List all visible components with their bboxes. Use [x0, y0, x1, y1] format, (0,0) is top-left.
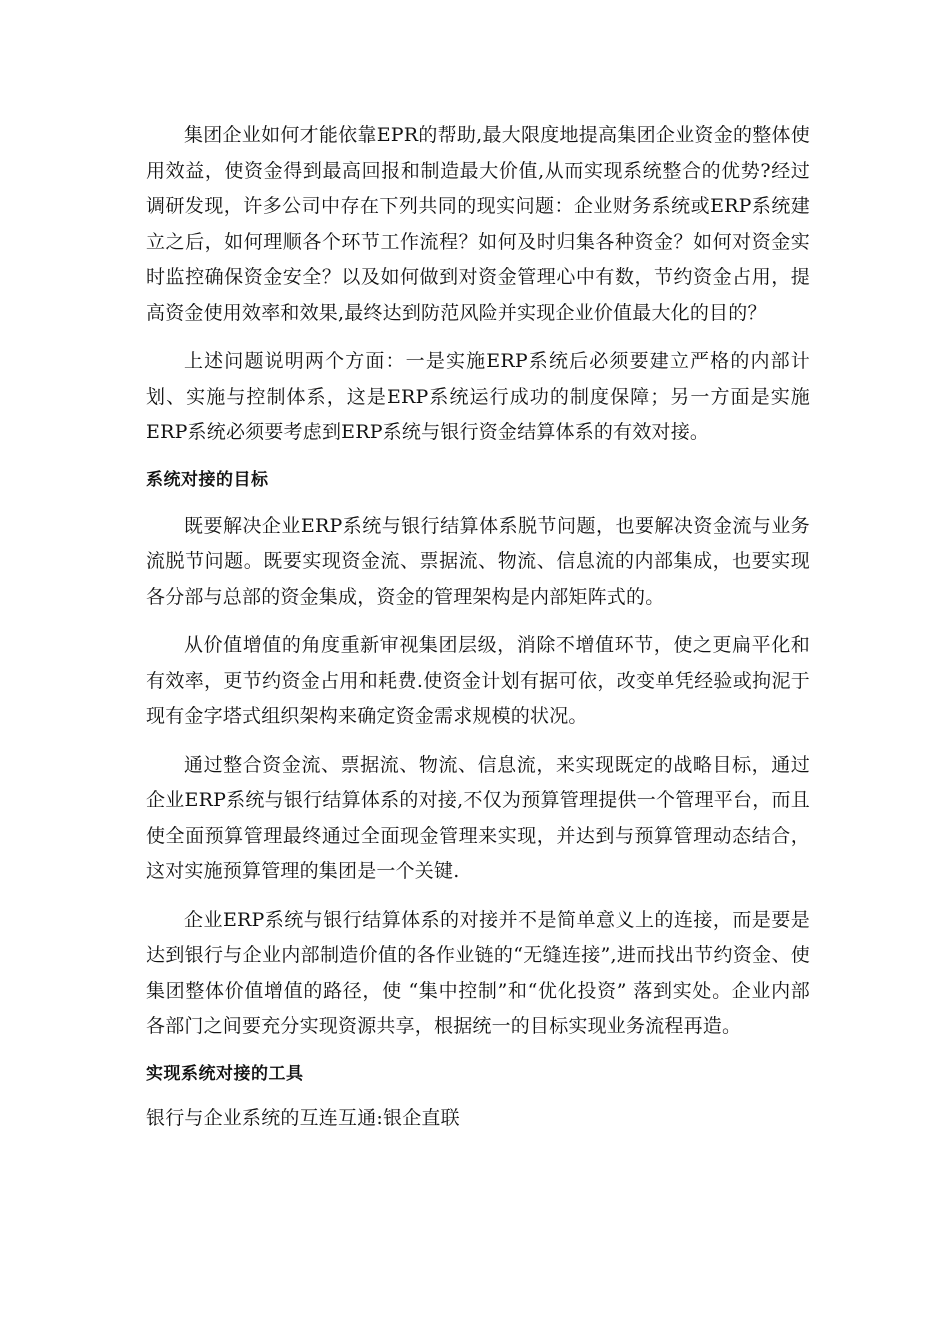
paragraph-intro-1: 集团企业如何才能依靠EPR的帮助,最大限度地提高集团企业资金的整体使用效益，使资金得到最高回报和制造最大价值,从而实现系统整合的优势?经过调研发现，许多公司中存在下列共同的现实问题：企业财务系统或ERP系统建立之后，如何理顺各个环节工作流程？如何及时归集各种资金？如何对资金实时监控确保资金安全？以及如何做到对资金管理心中有数，节约资金占用，提高资金使用效率和效果,最终达到防范风险并实现企业价值最大化的目的？ [146, 124, 810, 324]
tools-line: 银行与企业系统的互连互通:银企直联 [146, 1106, 460, 1129]
section-heading-goal: 系统对接的目标 [146, 469, 269, 490]
section-heading-tools: 实现系统对接的工具 [146, 1063, 304, 1084]
paragraph-goal-1: 既要解决企业ERP系统与银行结算体系脱节问题，也要解决资金流与业务流脱节问题。既要实现资金流、票据流、物流、信息流的内部集成，也要实现各分部与总部的资金集成，资金的管理架构是内部矩阵式的。 [146, 514, 810, 608]
paragraph-goal-4: 企业ERP系统与银行结算体系的对接并不是简单意义上的连接，而是要是达到银行与企业内部制造价值的各作业链的“无缝连接”,进而找出节约资金、使集团整体价值增值的路径，使 “集中控制”和“优化投资” 落到实处。企业内部各部门之间要充分实现资源共享，根据统一的目标实现业务流程再造。 [146, 908, 810, 1037]
paragraph-intro-2: 上述问题说明两个方面：一是实施ERP系统后必须要建立严格的内部计划、实施与控制体系，这是ERP系统运行成功的制度保障；另一方面是实施ERP系统必须要考虑到ERP系统与银行资金结算体系的有效对接。 [146, 350, 810, 443]
paragraph-goal-3: 通过整合资金流、票据流、物流、信息流，来实现既定的战略目标，通过企业ERP系统与银行结算体系的对接,不仅为预算管理提供一个管理平台，而且使全面预算管理最终通过全面现金管理来实现，并达到与预算管理动态结合，这对实施预算管理的集团是一个关键. [146, 753, 810, 882]
paragraph-goal-2: 从价值增值的角度重新审视集团层级，消除不增值环节，使之更扁平化和有效率，更节约资金占用和耗费.使资金计划有据可依，改变单凭经验或拘泥于现有金字塔式组织架构来确定资金需求规模的状况。 [146, 634, 810, 727]
document-page [146, 118, 810, 1133]
